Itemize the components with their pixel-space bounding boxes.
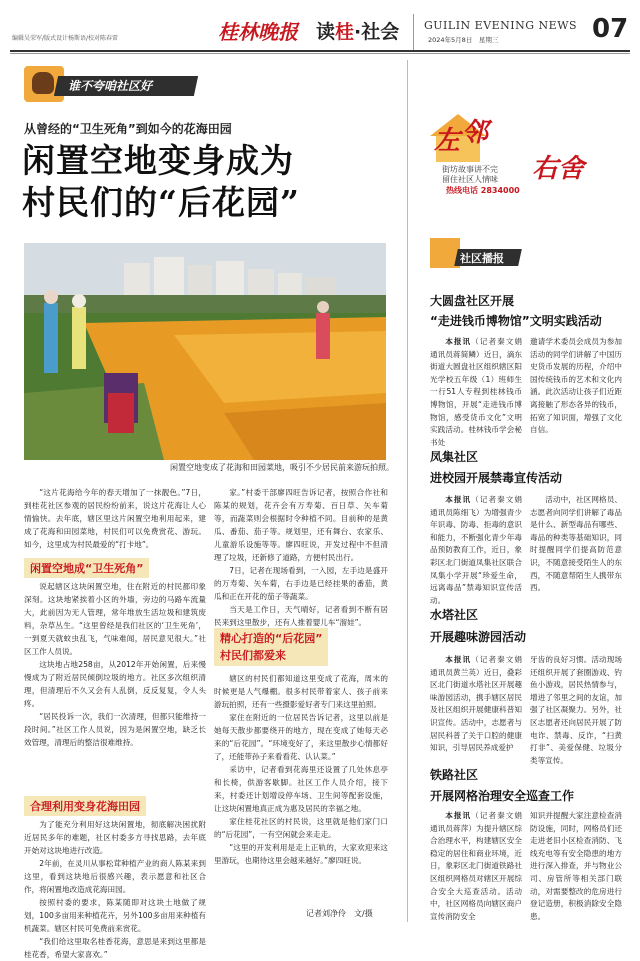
paragraph: 采访中，记者看到花海里还设置了几处休息亭和长椅，供游客歇脚。社区工作人员介绍，接下来，村委还计划增设停车场、卫生间等配套设施，让这块闲置地真正成为惠及居民的幸福之地。 <box>214 765 388 813</box>
promo-char-1: 左 <box>434 126 461 156</box>
news-badge-label: 社区播报 <box>460 252 504 265</box>
body-column-1c <box>24 818 206 959</box>
paragraph: 家。”村委干部廖四旺告诉记者，按照合作社和陈某的规划，花卉会有万寿菊、百日草、矢车菊等，而蔬菜则会根据时令种植不同。目前种的是黄瓜、番茄、茄子等。规划里，还有舞台、农家乐、儿童游乐设施等等。廖四旺说，开发过程中不但清理了垃圾，还新修了道路，方便村民出行。 <box>214 488 388 562</box>
promo-tagline-1: 街坊故事讲不完 <box>442 165 498 174</box>
news-1-body-a <box>430 336 522 449</box>
news-4-headline-1: 铁路社区 <box>430 768 479 782</box>
paragraph: “这里的开发利用是走上正轨的，大家欢迎来这里游玩，也期待这里会越来越好。”廖四旺说。 <box>214 843 388 865</box>
subhead-3-line-2: 村民们都爱来 <box>220 649 286 662</box>
promo-char-3: 右舍 <box>532 154 585 184</box>
news-4-body-a <box>430 810 522 923</box>
body-column-2b <box>214 672 388 902</box>
news-1-col-a <box>430 336 523 447</box>
news-badge <box>430 246 530 268</box>
news-4-col-b <box>530 810 622 920</box>
news-3-source: （记者秦文娟 通讯员黄兰英） <box>430 655 523 677</box>
masthead-rule <box>10 50 630 52</box>
headline-line-2: 村民们的“后花园” <box>22 183 300 222</box>
masthead-rule-thin <box>10 53 630 54</box>
paragraph: 家住桂花社区的村民说，这里就是他们家门口的“后花园”，一有空闲就会来走走。 <box>214 817 388 839</box>
news-2-tag: 本报讯 <box>445 495 472 504</box>
news-2-source: （记者秦文娟 通讯员陈细飞） <box>430 495 523 517</box>
article-byline: 记者刘净伶 文/摄 <box>306 909 373 918</box>
english-title: GUILIN EVENING NEWS <box>424 19 578 32</box>
promo-hotline: 热线电话 2834000 <box>446 186 520 195</box>
news-1-source: （记者秦文娟 通讯员蒋简鳞） <box>430 337 523 359</box>
paragraph: 7日，记者在现场看到，一入园，左手边是盛开的万寿菊、矢车菊，右手边是已经挂果的番茄，黄瓜和正在开花的茄子等蔬菜。 <box>214 566 388 601</box>
article-headline <box>22 140 300 224</box>
paragraph: 按照村委的要求，陈某随即对这块土地做了规划，100多亩用来种植花卉，另外100多亩用来种植有机蔬菜。辖区村民可免费前来赏花。 <box>24 898 206 933</box>
news-1-tag: 本报讯 <box>445 337 472 346</box>
news-3-headline-2: 开展趣味游园活动 <box>430 630 527 644</box>
column-badge <box>24 70 194 98</box>
body-column-2a <box>214 486 388 627</box>
news-3-text-a: 近日，叠彩区北门街道水塔社区开展趣味游园活动，携手辖区居民及社区组织开展健康科普知识宣传。活动中，志愿者与居民科普了关于口腔的健康知识，引导居民养成爱护 <box>430 667 523 753</box>
news-3-headline-1: 水塔社区 <box>430 608 479 622</box>
body-column-1b <box>24 580 206 792</box>
paragraph: 当天是工作日，天气晴好，记者看到不断有居民来到这里散步，还有人推着婴儿车“溜娃”。 <box>214 605 388 627</box>
editor-credits: 编辑吴荣军/版式设计杨斯语/校对陈春雷 <box>12 35 119 42</box>
subhead-1: 闲置空地成“卫生死角” <box>24 558 149 578</box>
photo-caption: 闲置空地变成了花海和田园菜地，吸引不少居民前来游玩拍照。 <box>170 463 394 472</box>
news-4-source: （记者秦文娟 通讯员蒋萍） <box>430 811 523 833</box>
paragraph: 2年前，在灵川从事松茸种植产业的商人陈某来到这里，看到这块地后很感兴趣，表示愿意和社区合作，将闲置地改造成花海田园。 <box>24 859 206 894</box>
news-1-col-b <box>530 336 622 444</box>
promo-tagline-2: 留住社区人情味 <box>442 175 498 184</box>
section-pre: 读 <box>316 21 336 43</box>
news-3-col-b <box>530 654 622 764</box>
issue-date: 2024年5月8日 星期三 <box>428 36 499 44</box>
paragraph: 家住在附近的一位居民告诉记者，这里以前是她每天散步都要绕开的地方，现在变成了她每天必来的“后花园”。“环境变好了，来这里散步心情都好了，还能带孙子来看看花、认认菜。” <box>214 713 388 761</box>
news-2-body-b: 活动中，社区网格员、志愿者向同学们讲解了毒品是什么、新型毒品有哪些、毒品的种类等基础知识，同时提醒同学们提高防范意识，不随意接受陌生人的东西，不随意帮陌生人携带东西。 <box>530 495 622 593</box>
news-2-body-a <box>430 494 522 607</box>
paragraph: 这块地占地258亩，从2012年开始闲置，后来慢慢成为了附近居民倾倒垃圾的地方。社区多次组织清理，但清理后不久又会有人乱倒，反反复复，令人头疼。 <box>24 660 206 708</box>
badge-label: 谁不夸咱社区好 <box>68 79 153 93</box>
body-column-1a <box>24 486 206 552</box>
news-3-col-a <box>430 654 522 764</box>
paragraph: 为了能充分利用好这块闲置地，彻底解决困扰附近居民多年的难题，社区村委多方寻找思路，去年底开始对这块地进行改造。 <box>24 820 206 855</box>
section-title <box>316 17 399 44</box>
news-2-col-b <box>530 494 622 594</box>
paragraph: 辖区的村民们都知道这里变成了花海，周末的时候更是人气爆棚。很多村民带着家人、孩子前来游玩拍照，还有一些摄影爱好者专门来这里拍照。 <box>214 674 388 709</box>
article-kicker: 从曾经的“卫生死角”到如今的花海田园 <box>24 122 232 136</box>
news-4-text-a: 为提升辖区综合治理水平，构建辖区安全稳定的居住和商业环境，近日，象彩区北门街道铁路社区组织网格员对辖区开展综合安全大巡查活动。活动中，社区网格员向辖区商户宣传消防安全 <box>430 823 523 921</box>
news-4-body-b: 知识并提醒大家注意检查消防设施，同时，网格员们还走进老旧小区检查消防、飞线充电等有安全隐患的地方进行深入排查，并与物业公司、房管所等相关部门联动，对需要整改的危房进行登记造册，积极消除安全隐患。 <box>530 811 622 921</box>
flower-field-photo <box>24 243 386 460</box>
news-3-body-b: 牙齿的良好习惯。活动现场还组织开展了套圈游戏、钓鱼小游戏，居民热情参与，增进了邻里之间的友谊，加强了社区凝聚力。另外，社区志愿者还向居民开展了防电诈、禁毒、反诈，“扫黄打非”、美爱保健、垃圾分类等宣传。 <box>530 655 622 765</box>
paragraph: “我们给这里取名桂香花海，意思是来到这里都是桂花香，希望大家喜欢。” <box>24 937 206 959</box>
news-1-headline-2: “走进钱币博物馆”文明实践活动 <box>430 314 602 328</box>
photo-illustration <box>24 243 386 460</box>
masthead-divider <box>413 14 414 50</box>
news-2-col-a <box>430 494 523 605</box>
news-1-body-b: 邀请学术委员会成员为参加活动的同学们讲解了中国历史货币发展的历程，介绍中国传统钱币的艺术和文化内涵。此次活动让孩子们近距离接触了形态各异的钱币，拓宽了知识面，增强了文化自信。 <box>530 337 622 435</box>
subhead-3 <box>214 628 328 666</box>
column-promo <box>428 112 618 202</box>
news-1-text-a: 近日，滴东街道大圆盘社区组织辖区阳光学校五年级（1）班师生一行51人专程到桂林钱币博物馆，开展“走进钱币博物馆，感受货币文化”文明实践活动。桂林钱币学会秘书处 <box>430 349 523 447</box>
section-highlight: 桂 <box>335 21 355 43</box>
newspaper-logo: 桂林晚报 <box>218 20 298 44</box>
news-3-tag: 本报讯 <box>445 655 472 664</box>
promo-char-2: 邻 <box>462 118 489 148</box>
paragraph: “这片花海给今年的春天增加了一抹靓色。”7日，到桂花社区参观的居民纷纷前来，说这片花海让人心情愉快。去年底，辖区里这片闲置空地利用起来，建成了花海和田园菜地，村民们可以免费赏花、游玩。如今，这里成为村民最爱的“打卡地”。 <box>24 488 206 549</box>
subhead-3-line-1: 精心打造的“后花园” <box>220 632 323 645</box>
page-number: 07 <box>592 14 629 44</box>
section-post: ·社会 <box>354 21 400 43</box>
news-2-headline-1: 凤集社区 <box>430 450 479 464</box>
news-4-col-a <box>430 810 522 920</box>
paragraph: “居民投诉一次，我们一次清理，但都只能维持一段时间。”社区工作人员说，因为是闲置空地，缺乏长效管理，清理后的整洁很难维持。 <box>24 712 206 747</box>
news-2-text-a: 为增强青少年识毒、防毒、拒毒的意识和能力，不断强化青少年毒品预防教育工作，近日，象彩区北门街道凤集社区联合凤集小学开展“珍爱生命，远离毒品”禁毒知识宣传活动。 <box>430 507 523 605</box>
headline-line-1: 闲置空地变身成为 <box>22 141 294 180</box>
news-1-headline-1: 大圆盘社区开展 <box>430 294 515 308</box>
news-3-body-a <box>430 654 522 755</box>
news-4-headline-2: 开展网格治理安全巡查工作 <box>430 789 575 803</box>
paragraph: 说起辖区这块闲置空地，住在附近的村民都印象深刻。这块地紧挨着小区的外墙，旁边的马路车流量大，此前因为无人管理，常年堆放生活垃圾和建筑废料，杂草丛生。“这里曾经是我们社区的‘卫生死角’，一到夏天就蚊虫乱飞，气味难闻，居民意见很大。”社区工作人员说。 <box>24 582 206 656</box>
column-separator <box>407 60 408 922</box>
news-2-headline-2: 进校园开展禁毒宣传活动 <box>430 471 563 485</box>
news-4-tag: 本报讯 <box>445 811 472 820</box>
subhead-2: 合理利用变身花海田园 <box>24 796 146 816</box>
